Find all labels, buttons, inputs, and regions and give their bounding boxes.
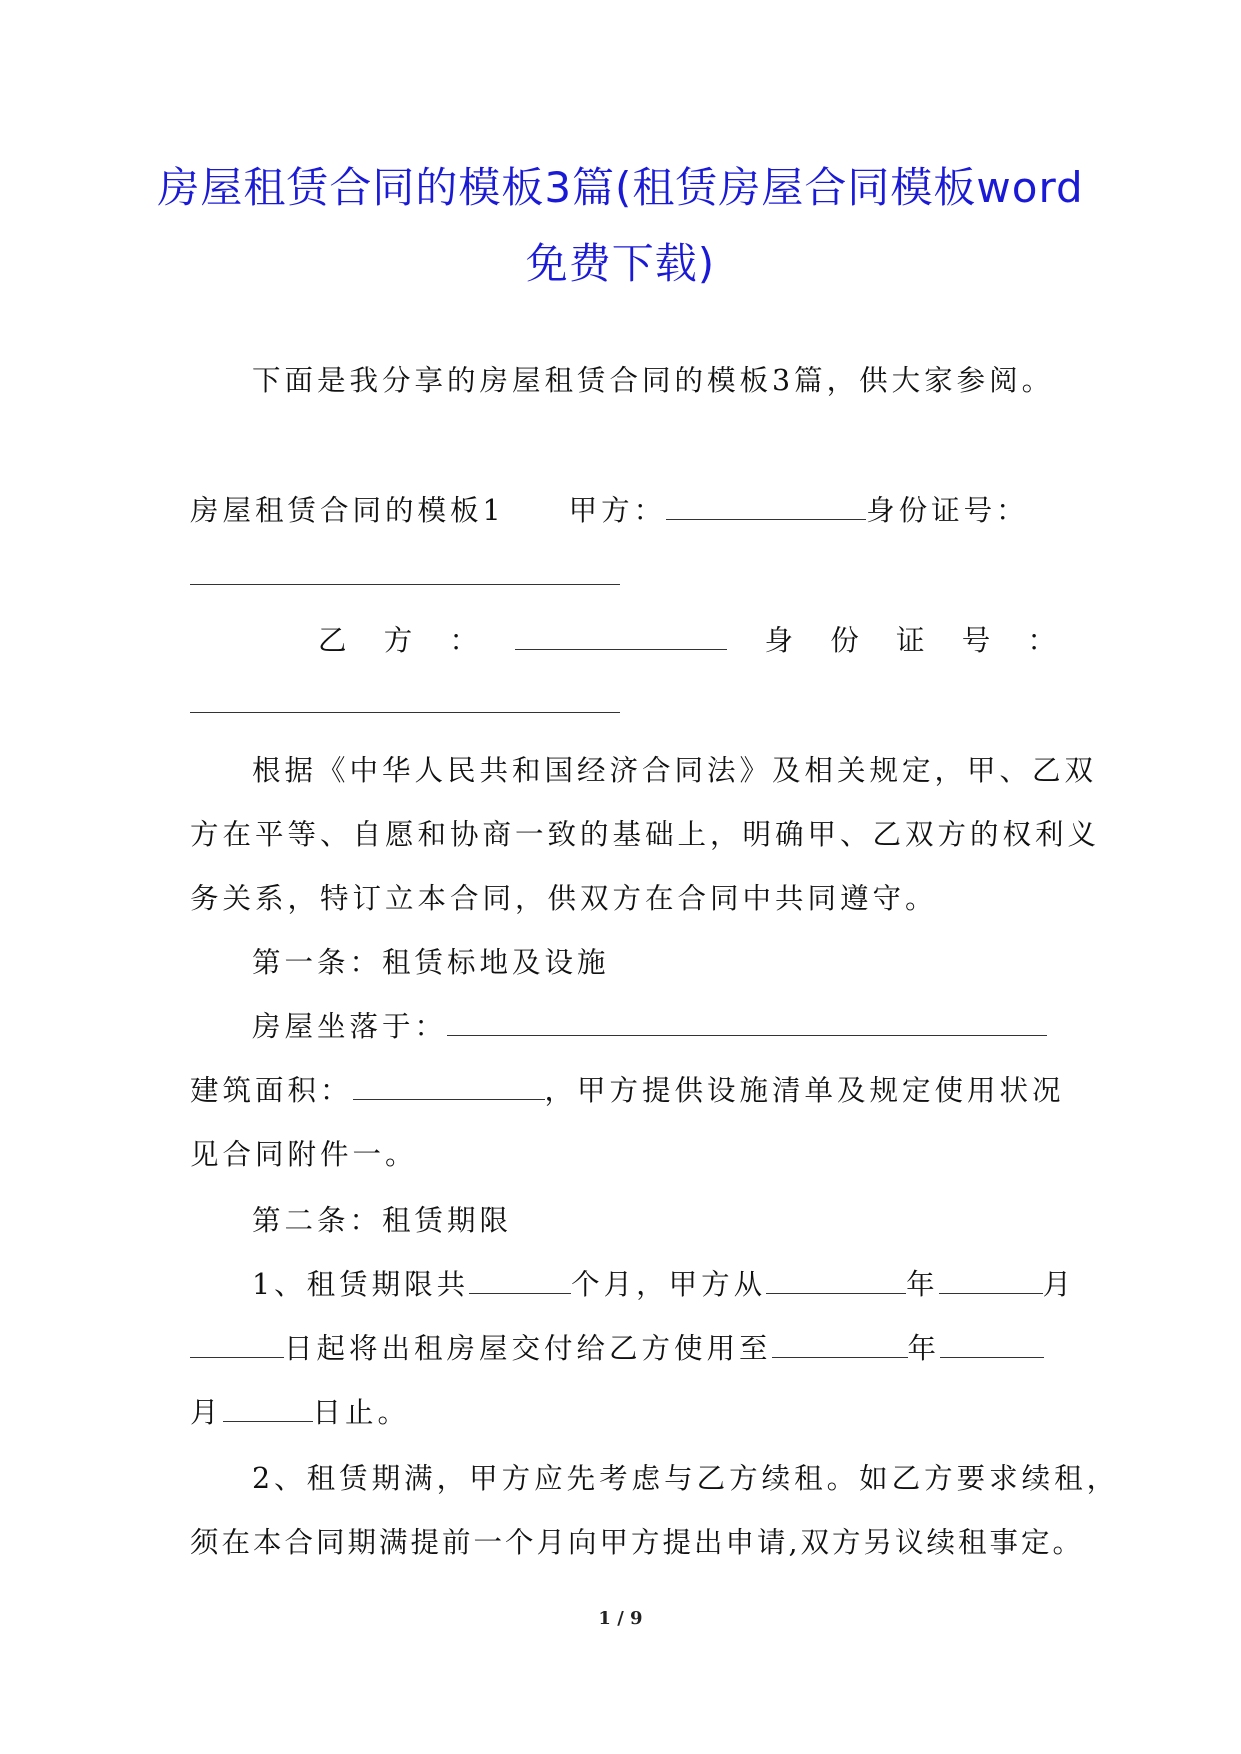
annex-line: 见合同附件一。 [190,1138,418,1171]
basis-line-3: 务关系，特订立本合同，供双方在合同中共同遵守。 [190,882,938,915]
id-char-4: 号 [961,624,991,657]
term-text-b: 个月，甲方从 [571,1268,767,1301]
area-rest: ，甲方提供设施清单及规定使用状况 [544,1074,1065,1107]
party-b-blank [515,623,727,650]
term-text-e: 日起将出租房屋交付给乙方使用至 [284,1332,772,1365]
location-line [252,1004,1047,1045]
end-year-blank [772,1331,908,1358]
basis-line-2: 方在平等、自愿和协商一致的基础上，明确甲、乙双方的权利义 [190,818,1101,851]
party-a-blank [666,493,866,520]
end-month-blank-a [940,1331,1044,1358]
end-month-label: 月 [190,1396,223,1429]
party-b-line [190,618,1056,659]
article-2-heading: 第二条：租赁期限 [252,1204,513,1237]
month-label: 月 [1042,1268,1076,1301]
id-char-2: 份 [830,624,859,657]
start-month-blank [939,1267,1043,1294]
id-char-1: 身 [764,624,793,657]
intro-paragraph: 下面是我分享的房屋租赁合同的模板3篇，供大家参阅。 [252,364,1055,397]
party-a-line [190,488,1029,529]
end-year-label: 年 [907,1332,941,1365]
template-label: 房屋租赁合同的模板1 [190,494,505,527]
document-title: 房屋租赁合同的模板3篇(租赁房屋合同模板word免费下载) [157,163,1084,288]
area-line [190,1068,1065,1109]
page-number: 1 / 9 [598,1608,643,1629]
start-year-blank [766,1267,906,1294]
party-b-id-blank [190,712,620,713]
id-colon: ： [1027,624,1056,657]
party-a-id-blank [190,584,620,585]
start-day-blank [190,1331,284,1358]
party-b-char-2: 方 [383,624,413,657]
location-blank [447,1009,1047,1036]
term-line-3 [190,1390,410,1431]
id-number-label: 身份证号： [866,494,1029,527]
term-line-1 [252,1262,1075,1303]
basis-line-1: 根据《中华人民共和国经济合同法》及相关规定，甲、乙双 [252,754,1098,787]
party-b-colon: ： [449,624,479,657]
term-text-a: 1、租赁期限共 [252,1268,470,1301]
year-label: 年 [906,1268,939,1301]
renewal-line-1: 2、租赁期满，甲方应先考虑与乙方续租。如乙方要求续租， [252,1462,1120,1495]
end-day-blank [223,1395,313,1422]
term-line-2 [190,1326,1044,1367]
location-label: 房屋坐落于： [252,1010,448,1043]
party-a-label: 甲方： [568,494,667,527]
article-1-heading: 第一条：租赁标地及设施 [252,946,610,979]
renewal-line-2: 须在本合同期满提前一个月向甲方提出申请,双方另议续租事定。 [190,1526,1085,1559]
months-blank [469,1267,571,1294]
party-b-char-1: 乙 [318,624,347,657]
area-blank [353,1073,545,1100]
area-label: 建筑面积： [190,1074,353,1107]
id-char-3: 证 [895,624,925,657]
term-text-h: 日止。 [312,1396,411,1429]
